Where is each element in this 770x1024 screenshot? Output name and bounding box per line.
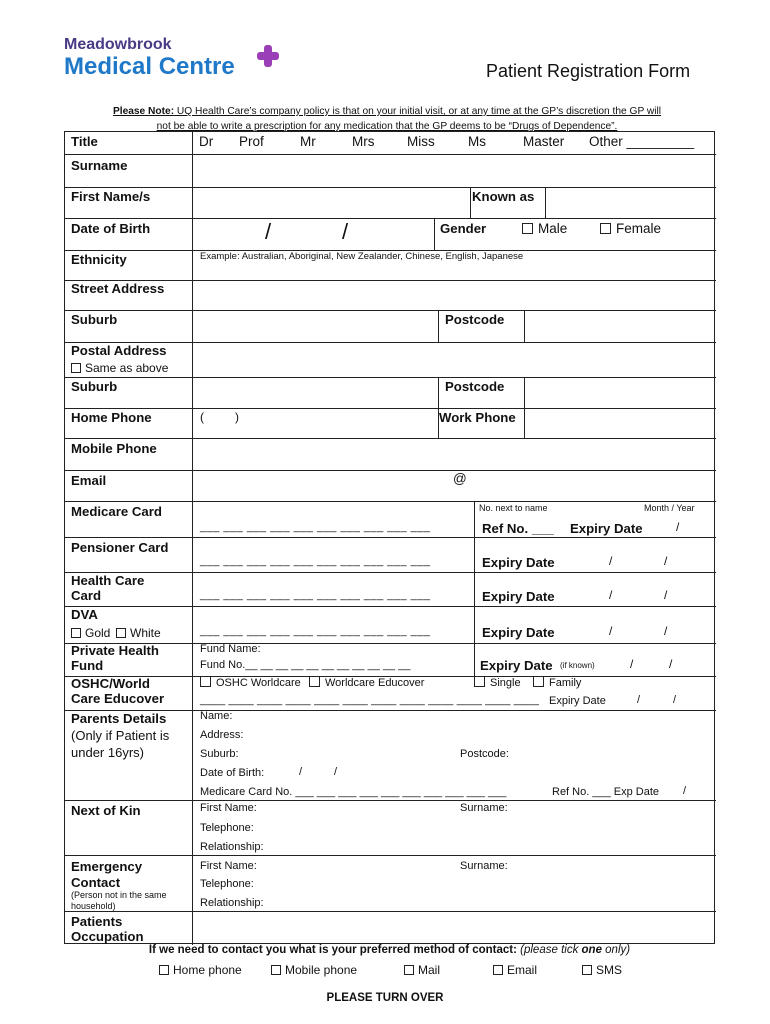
gender-label: Gender — [440, 221, 487, 236]
oshc-worldcare-label: OSHC Worldcare — [216, 677, 301, 689]
postcode-label: Postcode — [445, 312, 505, 327]
dva-number-dashes[interactable]: ___ ___ ___ ___ ___ ___ ___ ___ ___ ___ — [200, 625, 431, 637]
title-option-mr[interactable]: Mr — [300, 134, 316, 149]
title-option-dr[interactable]: Dr — [199, 134, 214, 149]
title-option-ms[interactable]: Ms — [468, 134, 486, 149]
private-health-label-1: Private Health — [71, 643, 159, 658]
health-care-expiry-label: Expiry Date — [482, 589, 555, 604]
dva-label: DVA — [71, 607, 98, 622]
oshc-worldcare-checkbox[interactable] — [200, 676, 211, 687]
title-option-other[interactable]: Other _________ — [589, 134, 695, 149]
emergency-first-name-label: First Name: — [200, 860, 257, 872]
parent-name-label: Name: — [200, 710, 233, 722]
worldcare-educover-checkbox[interactable] — [309, 676, 320, 687]
oshc-family-option[interactable] — [533, 676, 581, 689]
parents-details-label: Parents Details — [71, 711, 167, 726]
pensioner-expiry-slash-1: / — [609, 554, 613, 568]
postal-suburb-label: Suburb — [71, 379, 118, 394]
fund-name-label: Fund Name: — [200, 643, 261, 655]
pensioner-expiry-label: Expiry Date — [482, 555, 555, 570]
kin-first-name-label: First Name: — [200, 802, 257, 814]
form-title: Patient Registration Form — [486, 61, 691, 81]
contact-question-text: If we need to contact you what is your preferred method of contact: — [148, 944, 521, 956]
worldcare-educover-label: Worldcare Educover — [325, 677, 425, 689]
health-care-expiry-slash-1: / — [609, 588, 613, 602]
occupation-input[interactable] — [193, 912, 713, 942]
logo-line-2: Medical Centre — [64, 53, 235, 80]
mobile-phone-checkbox[interactable] — [271, 965, 281, 975]
occupation-label-1: Patients — [71, 914, 123, 929]
dob-slash-2: / — [342, 219, 349, 244]
home-phone-label: Home Phone — [71, 410, 152, 425]
health-care-label-2: Card — [71, 588, 102, 603]
please-turn-over: PLEASE TURN OVER — [326, 992, 444, 1004]
dva-gold-checkbox[interactable] — [71, 628, 81, 638]
dva-expiry-slash-2: / — [664, 624, 668, 638]
female-checkbox[interactable] — [600, 223, 611, 234]
known-as-input[interactable] — [546, 187, 713, 217]
oshc-family-label: Family — [549, 677, 582, 689]
same-as-above-checkbox[interactable] — [71, 363, 81, 373]
pensioner-card-label: Pensioner Card — [71, 540, 169, 555]
street-address-input[interactable] — [193, 281, 713, 309]
dob-slash-1: / — [265, 219, 272, 244]
title-option-mrs[interactable]: Mrs — [352, 134, 375, 149]
contact-hint-one: one — [581, 944, 602, 956]
contact-sms-label: SMS — [596, 963, 623, 977]
postal-postcode-label: Postcode — [445, 379, 505, 394]
email-checkbox[interactable] — [493, 965, 503, 975]
contact-home-phone[interactable] — [159, 963, 242, 977]
emergency-label-2: Contact — [71, 875, 121, 890]
no-next-to-name: No. next to name — [479, 503, 548, 513]
surname-input[interactable] — [193, 154, 713, 186]
email-at-symbol: @ — [453, 471, 467, 486]
contact-mobile-phone-label: Mobile phone — [285, 963, 358, 977]
surname-label: Surname — [71, 158, 128, 173]
known-as-label: Known as — [472, 189, 535, 204]
same-as-above[interactable] — [71, 361, 168, 375]
parent-medicare-field[interactable]: Medicare Card No. ___ ___ ___ ___ ___ ___ ___ ___ ___ ___ — [200, 786, 507, 798]
emergency-label-1: Emergency — [71, 859, 143, 874]
if-known-hint: (if known) — [560, 661, 595, 670]
oshc-single-checkbox[interactable] — [474, 676, 485, 687]
ethnicity-example: Example: Australian, Aboriginal, New Zealander, Chinese, English, Japanese — [200, 251, 524, 262]
contact-hint-pre: (please tick — [520, 944, 582, 956]
parent-dob-slash-1: / — [299, 766, 303, 778]
worldcare-educover-option[interactable] — [309, 676, 424, 689]
contact-sms[interactable] — [582, 963, 622, 977]
contact-hint-post: only) — [601, 944, 631, 956]
emergency-surname-label: Surname: — [460, 860, 508, 872]
dva-expiry-label: Expiry Date — [482, 625, 555, 640]
street-address-label: Street Address — [71, 281, 165, 296]
suburb-label: Suburb — [71, 312, 118, 327]
contact-mobile-phone[interactable] — [271, 963, 357, 977]
medicare-label: Medicare Card — [71, 504, 162, 519]
medicare-expiry-slash: / — [676, 520, 680, 534]
private-health-label-2: Fund — [71, 658, 104, 673]
gender-female[interactable] — [600, 221, 661, 236]
oshc-label-1: OSHC/World — [71, 676, 150, 691]
fund-number-field[interactable]: Fund No.__ __ __ __ __ __ __ __ __ __ __ — [200, 659, 411, 671]
logo-line-1: Meadowbrook — [64, 36, 172, 53]
oshc-family-checkbox[interactable] — [533, 676, 544, 687]
oshc-number-dashes[interactable]: ____ ____ ____ ____ ____ ____ ____ ____ ____ ____ ____ ____ — [200, 694, 540, 706]
health-care-number-dashes[interactable]: ___ ___ ___ ___ ___ ___ ___ ___ ___ ___ — [200, 589, 431, 601]
sms-checkbox[interactable] — [582, 965, 592, 975]
parent-exp-slash: / — [683, 785, 687, 797]
contact-home-phone-label: Home phone — [173, 963, 242, 977]
female-label: Female — [616, 221, 662, 236]
first-name-label: First Name/s — [71, 189, 151, 204]
home-phone-paren-close: ) — [235, 410, 239, 424]
oshc-single-label: Single — [490, 677, 521, 689]
title-option-master[interactable]: Master — [523, 134, 565, 149]
kin-relationship-label: Relationship: — [200, 841, 264, 853]
parents-details-note-1: (Only if Patient is — [71, 728, 170, 743]
contact-mail-label: Mail — [418, 963, 441, 977]
kin-surname-label: Surname: — [460, 802, 508, 814]
oshc-expiry-label: Expiry Date — [549, 695, 606, 707]
work-phone-label: Work Phone — [439, 410, 516, 425]
parent-address-label: Address: — [200, 729, 244, 741]
emergency-relationship-label: Relationship: — [200, 897, 264, 909]
dva-gold-label: Gold — [85, 626, 111, 640]
first-name-input[interactable] — [193, 187, 468, 217]
health-care-label-1: Health Care — [71, 573, 145, 588]
private-health-slash-1: / — [630, 657, 634, 671]
parent-ref-exp[interactable]: Ref No. ___ Exp Date — [552, 786, 660, 798]
parent-postcode-label: Postcode: — [460, 748, 509, 760]
oshc-single-option[interactable] — [474, 676, 521, 689]
dva-white-label: White — [130, 626, 161, 640]
parent-suburb-label: Suburb: — [200, 748, 239, 760]
pensioner-expiry-slash-2: / — [664, 554, 668, 568]
contact-email-label: Email — [507, 963, 538, 977]
male-label: Male — [538, 221, 568, 236]
parent-dob-label: Date of Birth: — [200, 767, 265, 779]
dva-white-checkbox[interactable] — [116, 628, 126, 638]
next-of-kin-label: Next of Kin — [71, 803, 141, 818]
health-care-expiry-slash-2: / — [664, 588, 668, 602]
oshc-worldcare-option[interactable] — [200, 676, 301, 689]
emergency-note-1: (Person not in the same — [71, 890, 167, 900]
same-as-above-label: Same as above — [85, 361, 169, 375]
parent-dob-slash-2: / — [334, 766, 338, 778]
title-label: Title — [71, 134, 98, 149]
mobile-phone-label: Mobile Phone — [71, 441, 157, 456]
medicare-expiry-label: Expiry Date — [570, 521, 643, 536]
dva-gold[interactable] — [71, 626, 110, 640]
male-checkbox[interactable] — [522, 223, 533, 234]
contact-mail[interactable] — [404, 963, 440, 977]
emergency-note-2: household) — [71, 901, 116, 911]
policy-note — [64, 104, 710, 134]
ethnicity-label: Ethnicity — [71, 252, 127, 267]
contact-preference-question — [64, 944, 715, 956]
title-option-miss[interactable]: Miss — [407, 134, 435, 149]
note-line-2: not be able to write a prescription for any medication that the GP deems to be “Drugs of Dependence”. — [156, 121, 618, 132]
dob-label: Date of Birth — [71, 221, 151, 236]
occupation-label-2: Occupation — [71, 929, 144, 944]
medical-cross-icon — [256, 44, 280, 68]
month-year-hint: Month / Year — [644, 503, 695, 513]
oshc-expiry-slash-2: / — [673, 694, 677, 706]
home-phone-checkbox[interactable] — [159, 965, 169, 975]
emergency-telephone-label: Telephone: — [200, 878, 254, 890]
note-prefix: Please Note: — [112, 106, 175, 117]
oshc-expiry-slash-1: / — [637, 694, 641, 706]
title-option-prof[interactable]: Prof — [239, 134, 264, 149]
private-health-slash-2: / — [669, 657, 673, 671]
home-phone-paren-open: ( — [200, 410, 204, 424]
mail-checkbox[interactable] — [404, 965, 414, 975]
medicare-ref-no[interactable]: Ref No. ___ — [482, 521, 554, 536]
private-health-expiry-label: Expiry Date — [480, 658, 553, 673]
kin-telephone-label: Telephone: — [200, 822, 254, 834]
dva-expiry-slash-1: / — [609, 624, 613, 638]
contact-email[interactable] — [493, 963, 537, 977]
postal-address-label: Postal Address — [71, 343, 167, 358]
dva-white[interactable] — [116, 626, 161, 640]
parents-details-note-2: under 16yrs) — [71, 745, 144, 760]
note-line-1: UQ Health Care’s company policy is that on your initial visit, or at any time at the GP’s discretion the GP will — [174, 106, 662, 117]
gender-male[interactable] — [522, 221, 567, 236]
oshc-label-2: Care Educover — [71, 691, 165, 706]
pensioner-number-dashes[interactable]: ___ ___ ___ ___ ___ ___ ___ ___ ___ ___ — [200, 555, 431, 567]
email-label: Email — [71, 473, 107, 488]
medicare-number-dashes[interactable]: ___ ___ ___ ___ ___ ___ ___ ___ ___ ___ — [200, 521, 431, 533]
